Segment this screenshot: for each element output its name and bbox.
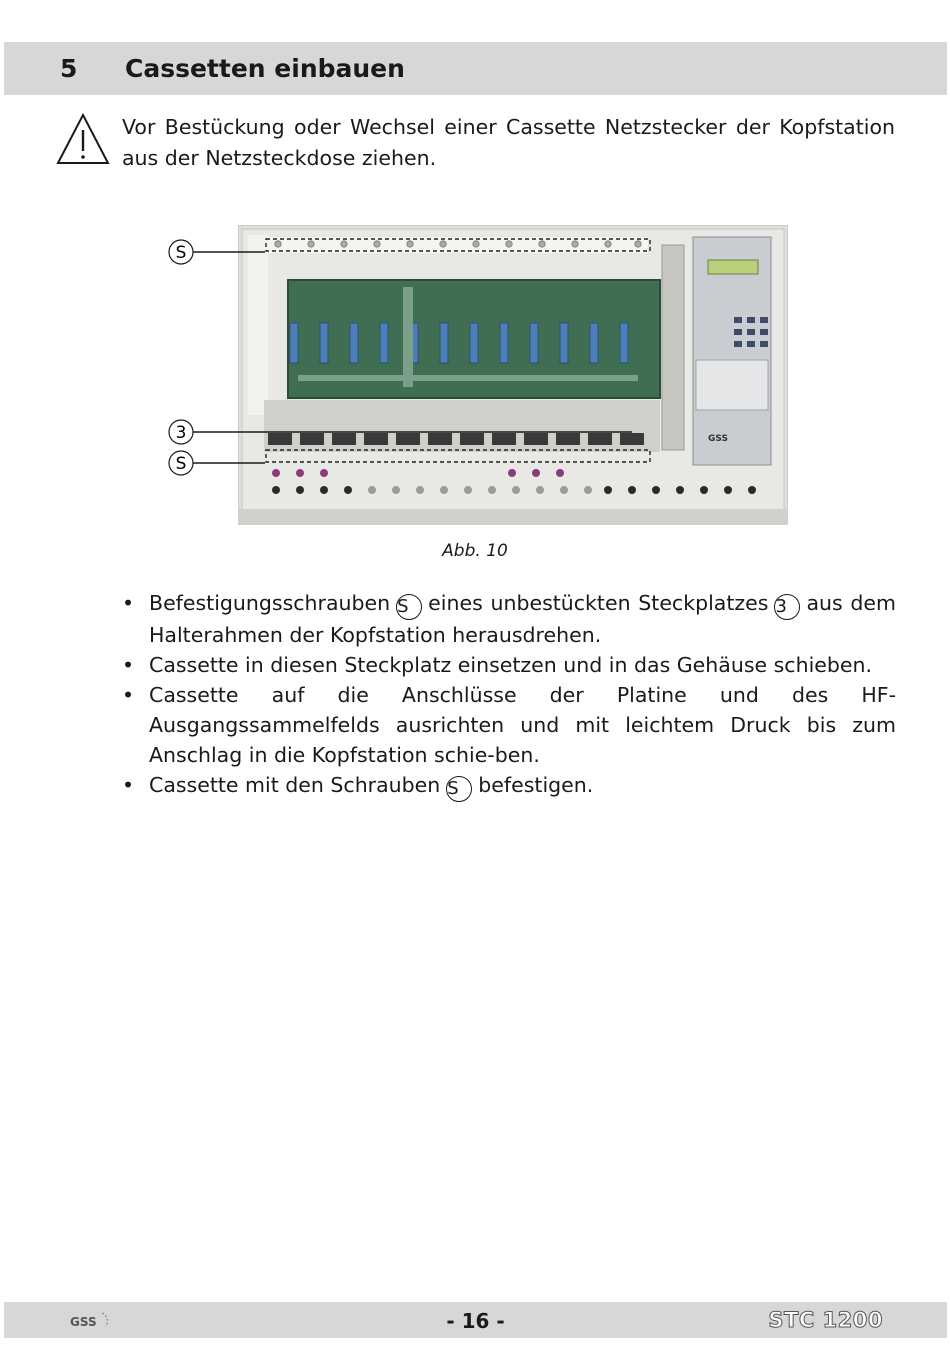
bullet-icon: • — [122, 653, 135, 677]
list-item: • Cassette in diesen Steckplatz einsetzen und in das Gehäuse schieben. — [122, 650, 896, 680]
model-name: STC 1200 — [768, 1308, 883, 1332]
list-item: • Cassette mit den Schrauben S befestigen. — [122, 770, 896, 802]
marker-s: S — [396, 594, 422, 620]
page-footer — [4, 1302, 947, 1338]
warning-triangle-icon — [55, 112, 111, 166]
page-number: - 16 - — [446, 1309, 505, 1333]
callout-3 — [169, 420, 632, 444]
callout-s-top — [169, 240, 265, 264]
svg-text:GSS: GSS — [70, 1315, 97, 1329]
section-number: 5 — [60, 54, 78, 83]
marker-3: 3 — [774, 594, 800, 620]
device-logo: GSS — [708, 434, 728, 444]
figure-caption: Abb. 10 — [442, 541, 508, 561]
svg-text:S: S — [175, 454, 187, 474]
section-title: Cassetten einbauen — [125, 54, 405, 83]
bullet-icon: • — [122, 591, 135, 615]
bullet-icon: • — [122, 773, 135, 797]
list-item: • Cassette auf die Anschlüsse der Platine und des HF-Ausgangssammelfelds ausrichten und mit leichtem Druck bis zum Anschlag in die Kopfstation schie-ben. — [122, 680, 896, 770]
list-item: • Befestigungsschrauben S eines unbestückten Steckplatzes 3 aus dem Halterahmen der Kopfstation herausdrehen. — [122, 588, 896, 650]
bullet-icon: • — [122, 683, 135, 707]
warning-text: Vor Bestückung oder Wechsel einer Cassette Netzstecker der Kopfstation aus der Netzsteckdose ziehen. — [122, 115, 895, 170]
figure-callouts — [160, 225, 760, 525]
instruction-list — [122, 588, 896, 802]
svg-text:3: 3 — [175, 423, 187, 443]
svg-text:S: S — [175, 243, 187, 263]
marker-s: S — [446, 776, 472, 802]
callout-s-bottom — [169, 451, 265, 475]
section-header — [4, 42, 947, 95]
